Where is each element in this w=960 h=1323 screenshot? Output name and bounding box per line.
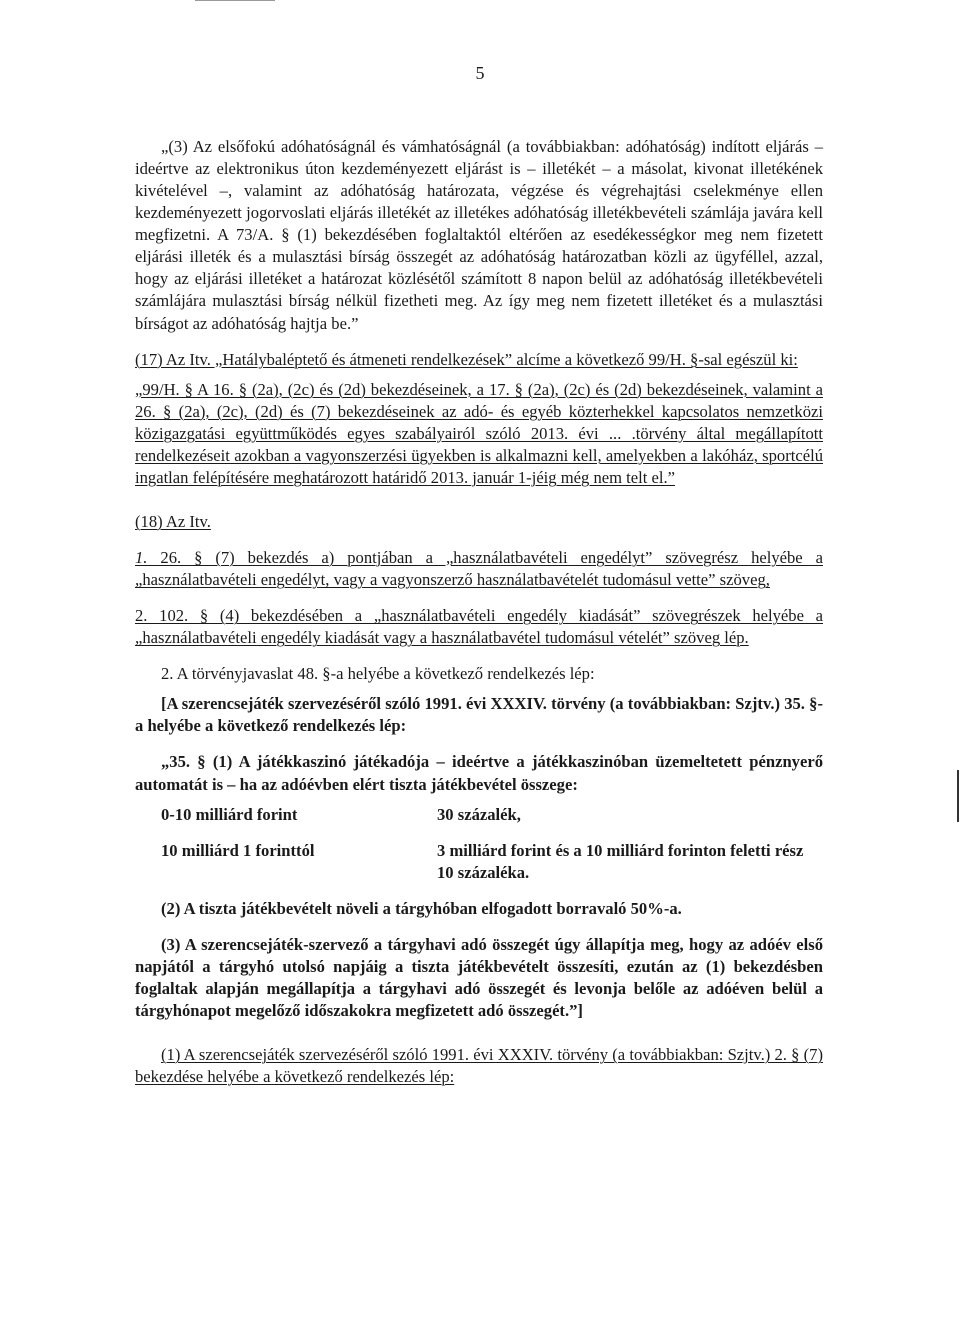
szjtv-35-paragraph-2: (2) A tiszta játékbevételt növeli a tárgyhóban elfogadott borravaló 50%-a. <box>161 898 682 918</box>
item-17-quote: „99/H. § A 16. § (2a), (2c) és (2d) bekezdéseinek, a 17. § (2a), (2c) és (2d) bekezdéseinek, valamint a 26. § (2a), (2c), (2d) és (7) bekezdéseinek az adó- és egyéb közterhekkel kapcsolatos nemzetközi közigazgatási együttműködés egyes szabályairól szóló 2013. évi ... .törvény által megállapított rendelkezéseit azokban a vagyonszerzési ügyekben is alkalmazni kell, amelyekben a lakóház, sportcélú ingatlan felépítésére meghatározott határidő 2013. január 1-jéig még nem telt el.” <box>135 379 823 487</box>
item-18-point-1-number: 1. <box>135 548 148 567</box>
scan-edge-mark <box>195 0 275 1</box>
final-amendment: (1) A szerencsejáték szervezéséről szóló 1991. évi XXXIV. törvény (a továbbiakban: Szjtv.) 2. § (7) bekezdése helyébe a következő rendelkezés lép: <box>135 1045 823 1087</box>
item-18-point-1 <box>135 547 823 591</box>
item-17-heading: (17) Az Itv. „Hatálybaléptető és átmeneti rendelkezések” alcíme a következő 99/H. §-sal egészül ki: <box>135 349 798 369</box>
item-18-point-1-text: 26. § (7) bekezdés a) pontjában a „használatbavételi engedélyt” szövegrész helyébe a „használatbavételi engedélyt, vagy a vagyonszerző használatbavételét tudomásul vette” szöveg, <box>135 548 823 590</box>
page-number: 5 <box>475 63 485 83</box>
rate-bracket: 10 milliárd 1 forinttól <box>161 840 315 860</box>
rate-bracket: 0-10 milliárd forint <box>161 804 298 824</box>
rate-value: 30 százalék, <box>437 804 521 824</box>
szjtv-35-paragraph-3: (3) A szerencsejáték-szervező a tárgyhavi adó összegét úgy állapítja meg, hogy az adóév első napjától a tárgyhó utolsó napjáig a tiszta játékbevételt összesíti, ezután az (1) bekezdésben foglaltak alapján megállapítja a tárgyhavi adó összegét és levonja belőle az adóéven belül a tárgyhónapot megelőző időszakokra megfizetett adó összegét.”] <box>135 934 823 1020</box>
item-18-point-2: 2. 102. § (4) bekezdésében a „használatbavételi engedély kiadását” szövegrészek helyébe a „használatbavételi engedély kiadását vagy a használatbavétel tudomásul vételét” szöveg lép. <box>135 606 823 648</box>
document-body <box>135 136 823 1088</box>
szjtv-35-paragraph-1: „35. § (1) A játékkaszinó játékadója – ideértve a játékkaszinóban üzemeltetett pénznyerő automatát is – ha az adóévben elért tiszta játékbevétel összege: <box>135 752 823 794</box>
paragraph-3: „(3) Az elsőfokú adóhatóságnál és vámhatóságnál (a továbbiakban: adóhatóság) indított eljárás – ideértve az elektronikus úton kezdeményezett eljárást is – illetékét – a másolat, kivonat illetékének kivételével –, valamint az adóhatóság határozata, végzése és végrehajtási cselekménye ellen kezdeményezett jogorvoslati eljárás illetékét az illetékes adóhatóság illetékbevételi számlája javára kell megfizetni. A 73/A. § (1) bekezdésében foglaltaktól eltérően az esedékességkor meg nem fizetett eljárási illeték és a mulasztási bírság összegét az adóhatóság határozatban közli az ügyféllel, azzal, hogy az eljárási illetéket a határozat közlésétől számított 8 napon belül az adóhatóság illetékbevételi számlájára mulasztási bírság nélkül fizetheti meg. Az így meg nem fizetett illetéket és a mulasztási bírságot az adóhatóság hajtja be.” <box>135 137 823 333</box>
rate-row <box>161 840 823 884</box>
item-18-heading: (18) Az Itv. <box>135 511 211 531</box>
szjtv-intro: [A szerencsejáték szervezéséről szóló 1991. évi XXXIV. törvény (a továbbiakban: Szjtv.) 35. §-a helyébe a következő rendelkezés lép: <box>135 694 823 736</box>
amendment-2: 2. A törvényjavaslat 48. §-a helyébe a következő rendelkezés lép: <box>161 664 595 684</box>
rate-value: 3 milliárd forint és a 10 milliárd forinton feletti rész 10 százaléka. <box>437 840 804 882</box>
margin-change-bar <box>957 770 959 822</box>
rate-row <box>161 804 823 826</box>
